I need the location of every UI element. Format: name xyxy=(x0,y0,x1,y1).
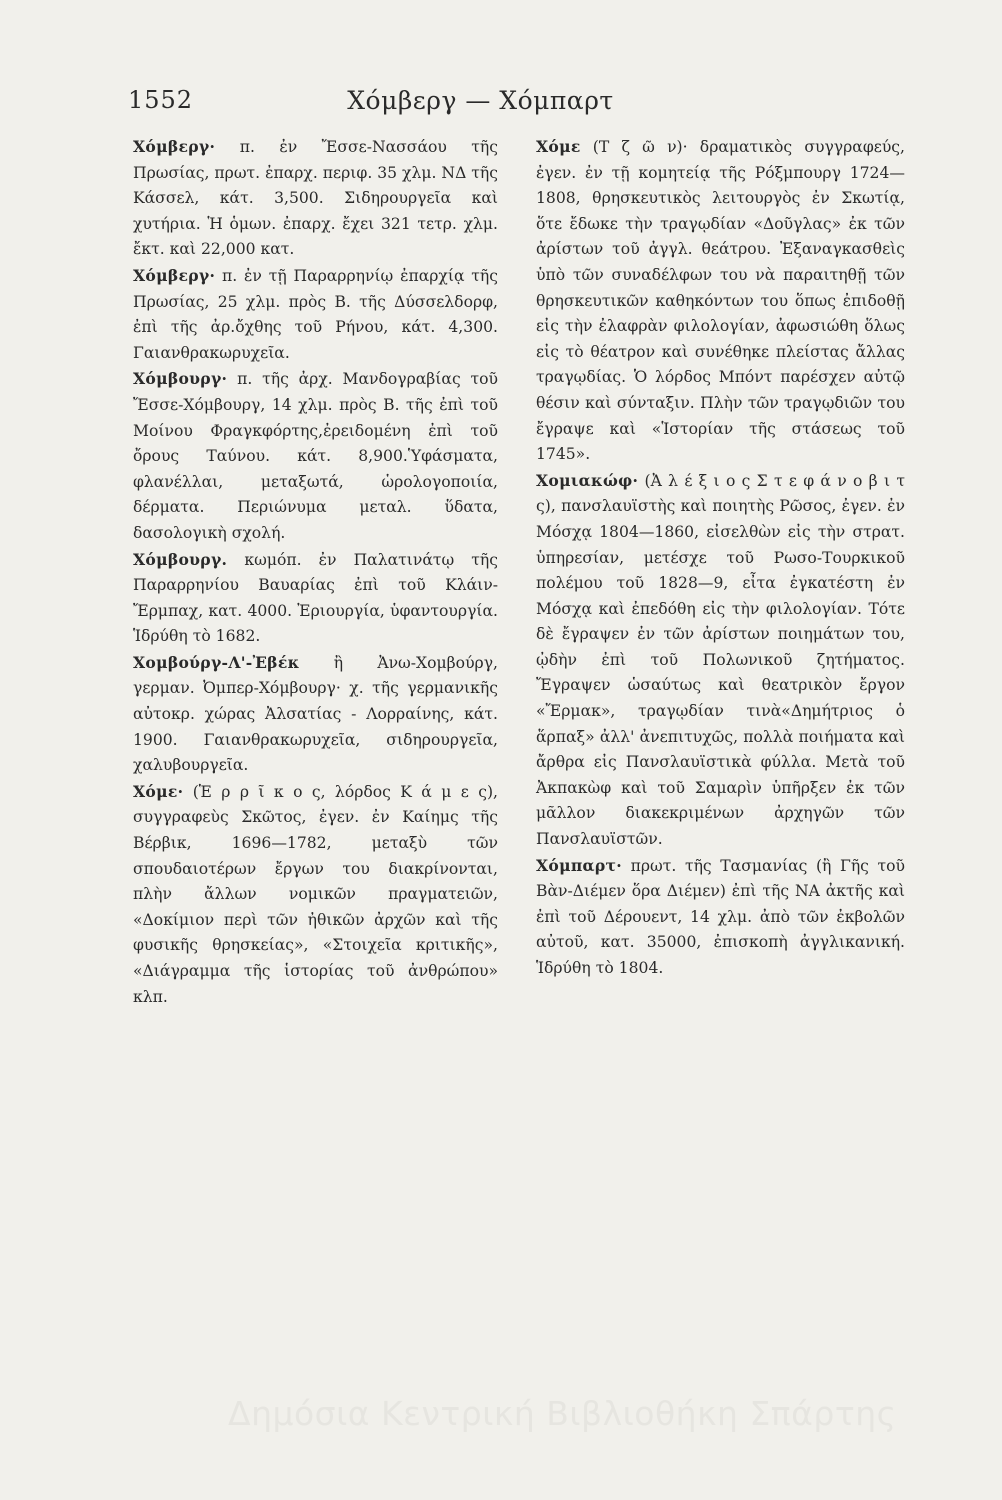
dictionary-entry xyxy=(133,779,498,1010)
dictionary-entry xyxy=(133,366,498,546)
dictionary-entry xyxy=(536,134,905,468)
page-number: 1552 xyxy=(128,86,194,114)
entry-headword: Χομβούργ-Λ'-Ἐβέκ xyxy=(133,652,300,672)
dictionary-entry xyxy=(133,547,498,650)
entry-headword: Χόμπαρτ· xyxy=(536,855,623,875)
right-column xyxy=(536,134,905,982)
left-column xyxy=(133,134,498,1010)
dictionary-entry xyxy=(536,853,905,982)
entry-headword: Χόμε xyxy=(536,137,581,156)
entry-text: (Τ ζ ῶ ν)· δραματικὸς συγγραφεύς, ἐγεν. ἐν τῇ κομητείᾳ τῆς Ρόξμπουργ 1724—1808, θρησκευτικὸς λειτουργὸς ἐν Σκωτίᾳ, ὅτε ἔδωκε τὴν τραγῳδίαν «Δοῦγλας» ἐκ τῶν ἀρίστων τοῦ ἀγγλ. θεάτρου. Ἐξαναγκασθεὶς ὑπὸ τῶν συναδέλφων του νὰ παραιτηθῇ τῶν θρησκευτικῶν καθηκόντων του ὅπως ἐπιδοθῇ εἰς τὴν ἐλαφρὰν φιλολογίαν, ἀφωσιώθη ὅλως εἰς τὸ θέατρον καὶ συνέθηκε πλείστας ἄλλας τραγῳδίας. Ὁ λόρδος Μπόντ παρέσχεν αὐτῷ θέσιν καὶ σύνταξιν. Πλὴν τῶν τραγῳδιῶν του ἔγραψε καὶ «Ἱστορίαν τῆς στάσεως τοῦ 1745». xyxy=(536,138,905,464)
library-watermark: Δημόσια Κεντρική Βιβλιοθήκη Σπάρτης xyxy=(228,1394,897,1433)
entry-text: πρωτ. τῆς Τασμανίας (ἢ Γῆς τοῦ Βὰν-Διέμεν ὅρα Διέμεν) ἐπὶ τῆς ΝΑ ἀκτῆς καὶ ἐπὶ τοῦ Δέρουεντ, 14 χλμ. ἀπὸ τῶν ἐκβολῶν αὐτοῦ, κατ. 35000, ἐπισκοπὴ ἀγγλικανική. Ἱδρύθη τὸ 1804. xyxy=(536,856,905,977)
entry-text: π. ἐν τῇ Παραρρηνίῳ ἐπαρχίᾳ τῆς Πρωσίας, 25 χλμ. πρὸς Β. τῆς Δύσσελδορφ, ἐπὶ τῆς ἀρ.ὄχθης τοῦ Ρήνου, κάτ. 4,300. Γαιανθρακωρυχεῖα. xyxy=(133,266,498,362)
entry-headword: Χομιακώφ· xyxy=(536,470,639,490)
entry-headword: Χόμβουργ. xyxy=(133,549,228,569)
entry-headword: Χόμβεργ· xyxy=(133,265,216,285)
entry-text: κωμόπ. ἐν Παλατινάτῳ τῆς Παραρρηνίου Βαυαρίας ἐπὶ τοῦ Κλάιν-Ἔρμπαχ, κατ. 4000. Ἐριουργία, ὑφαντουργία. Ἱδρύθη τὸ 1682. xyxy=(133,550,498,646)
entry-text: (Ἑ ρ ρ ῖ κ ο ς, λόρδος Κ ά μ ε ς), συγγραφεὺς Σκῶτος, ἐγεν. ἐν Καίημς τῆς Βέρβικ, 1696—1782, μεταξὺ τῶν σπουδαιοτέρων ἔργων του διακρίνονται, πλὴν ἄλλων νομικῶν πραγματειῶν, «Δοκίμιον περὶ τῶν ἠθικῶν ἀρχῶν καὶ τῆς φυσικῆς θρησκείας», «Στοιχεῖα κριτικῆς», «Διάγραμμα τῆς ἱστορίας τοῦ ἀνθρώπου» κλπ. xyxy=(133,782,498,1006)
entry-text: ἢ Ἀνω-Χομβούργ, γερμαν. Ὀμπερ-Χόμβουργ· χ. τῆς γερμανικῆς αὐτοκρ. χώρας Ἀλσατίας - Λορραίνης, κάτ. 1900. Γαιανθρακωρυχεῖα, σιδηρουργεῖα, χαλυβουργεῖα. xyxy=(133,653,498,775)
entry-headword: Χόμε· xyxy=(133,781,184,801)
entry-text: π. τῆς ἀρχ. Μανδογραβίας τοῦ Ἔσσε-Χόμβουργ, 14 χλμ. πρὸς Β. τῆς ἐπὶ τοῦ Μοίνου Φραγκφόρτης,ἐρειδομένη ἐπὶ τοῦ ὄρους Ταύνου. κάτ. 8,900.Ὑφάσματα, φλανέλλαι, μεταξωτά, ὡρολογοποιία, δέρματα. Περιώνυμα μεταλ. ὕδατα, δασολογικὴ σχολή. xyxy=(133,370,498,542)
dictionary-entry xyxy=(536,468,905,853)
entry-headword: Χόμβεργ· xyxy=(133,137,216,156)
entry-headword: Χόμβουργ· xyxy=(133,369,228,389)
entry-text: π. ἐν Ἔσσε-Νασσάου τῆς Πρωσίας, πρωτ. ἐπαρχ. περιφ. 35 χλμ. ΝΔ τῆς Κάσσελ, κάτ. 3,500. Σιδηρουργεῖα καὶ χυτήρια. Ἡ ὁμων. ἐπαρχ. ἔχει 321 τετρ. χλμ. ἔκτ. καὶ 22,000 κατ. xyxy=(133,138,498,259)
dictionary-entry xyxy=(133,134,498,263)
dictionary-entry xyxy=(133,650,498,779)
dictionary-entry xyxy=(133,263,498,366)
running-title: Χόμβεργ — Χόμπαρτ xyxy=(347,86,614,115)
page-header xyxy=(128,86,833,126)
entry-text: (Ἀ λ έ ξ ι ο ς Σ τ ε φ ά ν ο β ι τ ς), πανσλαυϊστὴς καὶ ποιητὴς Ρῶσος, ἐγεν. ἐν Μόσχᾳ 1804—1860, εἰσελθὼν εἰς τὴν στρατ. ὑπηρεσίαν, μετέσχε τοῦ Ρωσο-Τουρκικοῦ πολέμου τοῦ 1828—9, εἶτα ἐγκατέστη ἐν Μόσχᾳ καὶ ἐπεδόθη εἰς τὴν φιλολογίαν. Τότε δὲ ἔγραψεν ἐν τῶν ἀρίστων ποιημάτων του, ᾠδὴν ἐπὶ τοῦ Πολωνικοῦ ζητήματος. Ἔγραψεν ὡσαύτως καὶ θεατρικὸν ἔργον «Ἔρμακ», τραγῳδίαν τινὰ«Δημήτριος ὁ ἅρπαξ» ἀλλ' ἀνεπιτυχῶς, πολλὰ ποιήματα καὶ ἄρθρα εἰς Πανσλαυϊστικὰ φύλλα. Μετὰ τοῦ Ἀκπακὼφ καὶ τοῦ Σαμαρὶν ὑπῆρξεν ἐκ τῶν μᾶλλον διακεκριμένων ἀρχηγῶν τῶν Πανσλαυϊστῶν. xyxy=(536,471,905,849)
